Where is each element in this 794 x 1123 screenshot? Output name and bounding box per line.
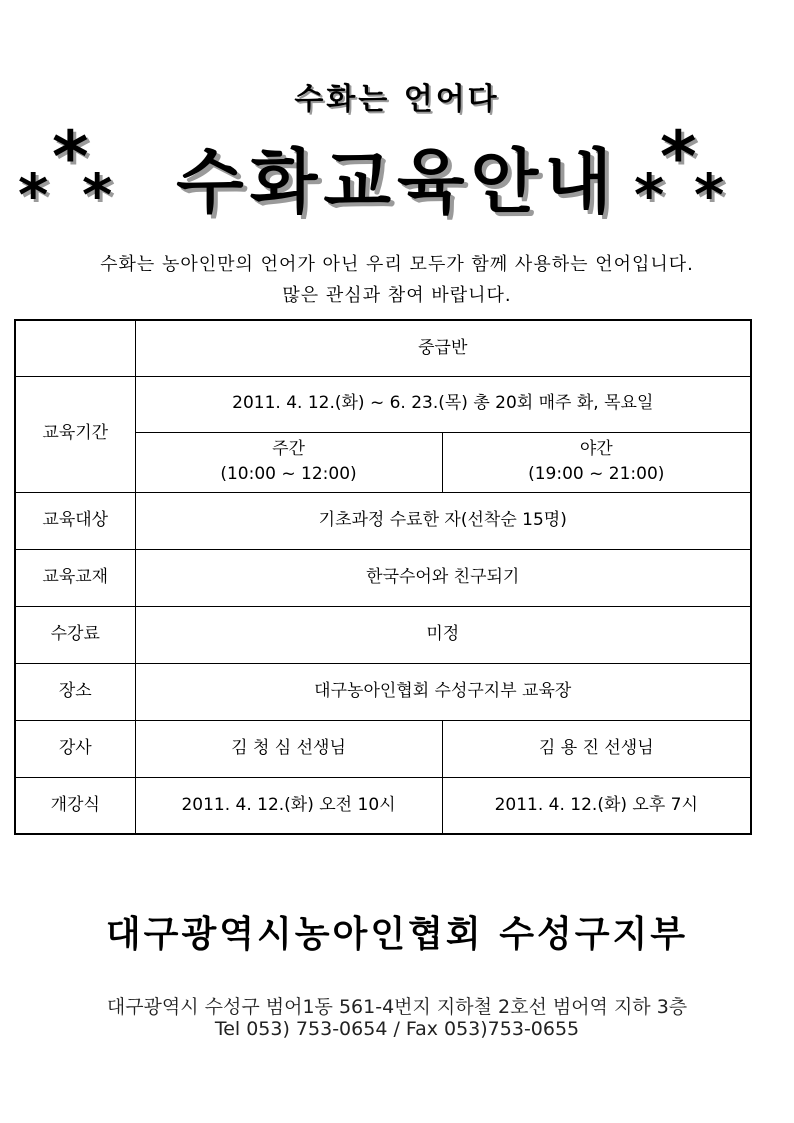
fee-value: 미정 <box>135 606 751 663</box>
night-session-label: 야간 <box>579 438 613 459</box>
empty-header-cell <box>15 320 135 376</box>
opening-night: 2011. 4. 12.(화) 오후 7시 <box>442 777 751 834</box>
day-session-cell <box>135 432 442 492</box>
star-decoration: * <box>634 161 665 229</box>
subtitle: 수화는 언어다 <box>294 82 500 117</box>
period-value: 2011. 4. 12.(화) ~ 6. 23.(목) 총 20회 매주 화, 목요일 <box>135 376 751 432</box>
material-value: 한국수어와 친구되기 <box>135 549 751 606</box>
intro-text: 수화는 농아인만의 언어가 아닌 우리 모두가 함께 사용하는 언어입니다. <box>100 254 694 275</box>
table-row <box>15 606 751 663</box>
instructor-label: 강사 <box>15 720 135 777</box>
course-info-table <box>14 319 752 835</box>
day-session-time: (10:00 ~ 12:00) <box>220 464 357 484</box>
table-row <box>15 720 751 777</box>
class-level-header: 중급반 <box>135 320 751 376</box>
star-decoration: * <box>660 116 697 198</box>
night-session-time: (19:00 ~ 21:00) <box>528 464 665 484</box>
star-decoration: * <box>52 116 89 198</box>
period-label: 교육기간 <box>15 376 135 492</box>
target-label: 교육대상 <box>15 492 135 549</box>
night-session-cell <box>442 432 751 492</box>
star-decoration: * <box>18 161 49 229</box>
contact-info: Tel 053) 753-0654 / Fax 053)753-0655 <box>214 1018 580 1040</box>
table-row <box>15 376 751 432</box>
place-label: 장소 <box>15 663 135 720</box>
table-row <box>15 320 751 376</box>
material-label: 교육교재 <box>15 549 135 606</box>
table-row <box>15 777 751 834</box>
opening-day: 2011. 4. 12.(화) 오전 10시 <box>135 777 442 834</box>
page-title: 수화교육안내 <box>176 141 618 223</box>
organization-name: 대구광역시농아인협회 수성구지부 <box>105 914 689 955</box>
target-value: 기초과정 수료한 자(선착순 15명) <box>135 492 751 549</box>
address: 대구광역시 수성구 범어1동 561-4번지 지하철 2호선 범어역 지하 3층 <box>106 996 688 1018</box>
opening-label: 개강식 <box>15 777 135 834</box>
instructor-day: 김 청 심 선생님 <box>135 720 442 777</box>
title-banner <box>0 118 794 228</box>
fee-label: 수강료 <box>15 606 135 663</box>
star-decoration: * <box>694 161 725 229</box>
intro-text: 많은 관심과 참여 바랍니다. <box>282 285 512 306</box>
star-decoration: * <box>82 161 113 229</box>
table-row <box>15 549 751 606</box>
table-row <box>15 492 751 549</box>
place-value: 대구농아인협회 수성구지부 교육장 <box>135 663 751 720</box>
day-session-label: 주간 <box>272 438 305 459</box>
instructor-night: 김 용 진 선생님 <box>442 720 751 777</box>
table-row <box>15 663 751 720</box>
